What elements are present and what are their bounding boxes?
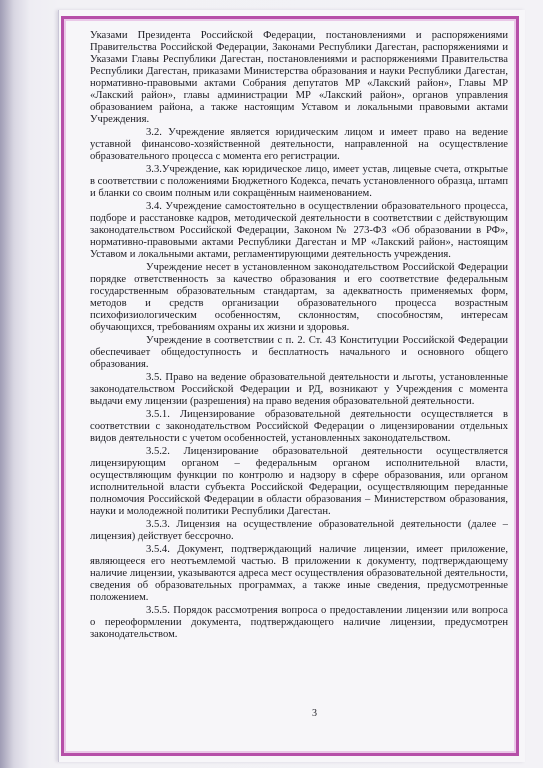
paragraph-3-4: 3.4. Учреждение самостоятельно в осуществлении образовательного процесса, подборе и расстановке кадров, методической деятельности в соответствии с действующим законодательством Российской Федерации, Законом № 273-ФЗ «Об образовании в РФ», нормативно-правовыми актами Республики Дагестан и МР «Лакский район», настоящим Уставом и локальными актами, регламентирующими деятельность учреждения.: [90, 201, 508, 260]
paragraph-3-3: 3.3.Учреждение, как юридическое лицо, имеет устав, лицевые счета, открытые в соответствии с положениями Бюджетного Кодекса, печать установленного образца, штамп и бланки со своим полным или сокращённым наименованием.: [90, 164, 508, 199]
paragraph-3-5: 3.5. Право на ведение образовательной деятельности и льготы, установленные законодательством Российской Федерации и РД, возникают у Учреждения с момента выдачи ему лицензии (разрешения) на право ведения образовательной деятельности.: [90, 372, 508, 407]
paragraph-responsibility: Учреждение несет в установленном законодательством Российской Федерации порядке ответственность за качество образования и его соответствие федеральным государственным образовательным стандартам, за адекватность применяемых форм, методов и средств организации образовательного процесса возрастным психофизиологическим особенностям, склонностям, способностям, интересам обучающихся, требованиям охраны их жизни и здоровья.: [90, 262, 508, 333]
paragraph-3-2: 3.2. Учреждение является юридическим лицом и имеет право на ведение уставной финансово-хозяйственной деятельности, направленной на осуществление образовательного процесса с момента его регистрации.: [90, 127, 508, 162]
paragraph-3-5-5: 3.5.5. Порядок рассмотрения вопроса о предоставлении лицензии или вопроса о переоформлении документа, подтверждающего наличие лицензии, предусмотрен законодательством.: [90, 605, 508, 640]
paragraph-3-5-4: 3.5.4. Документ, подтверждающий наличие лицензии, имеет приложение, являющееся его неотъемлемой частью. В приложении к документу, подтверждающему наличие лицензии, указываются адреса мест осуществления образовательной деятельности, сведения об образовательных программах, а также иные сведения, предусмотренные положением.: [90, 544, 508, 603]
paragraph-3-1-continuation: Указами Президента Российской Федерации, постановлениями и распоряжениями Правительства Российской Федерации, Законами Республики Дагестан, распоряжениями и Указами Главы Республики Дагестан, постановлениями и распоряжениями Правительства Республики Дагестан, приказами Министерства образования и науки Республики Дагестан, нормативно-правовыми актами Собрания депутатов МР «Лакский район», Главы МР «Лакский район», главы администрации МР «Лакский район», органов управления образованием района, а также настоящим Уставом и локальными правовыми актами Учреждения.: [90, 30, 508, 125]
paragraph-3-5-3: 3.5.3. Лицензия на осуществление образовательной деятельности (далее – лицензия) действует бессрочно.: [90, 519, 508, 542]
paragraph-3-5-2: 3.5.2. Лицензирование образовательной деятельности осуществляется лицензирующим органом – федеральным органом исполнительной власти, осуществляющим функции по контролю и надзору в сфере образования, или органом исполнительной власти субъекта Российской Федерации, осуществляющим переданные полномочия Российской Федерации в области образования – Министерством образования, науки и молодежной политики Республики Дагестан.: [90, 446, 508, 517]
paragraph-3-5-1: 3.5.1. Лицензирование образовательной деятельности осуществляется в соответствии с законодательством Российской Федерации о лицензировании отдельных видов деятельности с учетом особенностей, установленных законодательством.: [90, 409, 508, 444]
paragraph-constitution: Учреждение в соответствии с п. 2. Ст. 43 Конституции Российской Федерации обеспечивает общедоступность и бесплатность начального и основного общего образования.: [90, 335, 508, 370]
page-number: 3: [312, 708, 317, 719]
document-body: [90, 30, 508, 720]
